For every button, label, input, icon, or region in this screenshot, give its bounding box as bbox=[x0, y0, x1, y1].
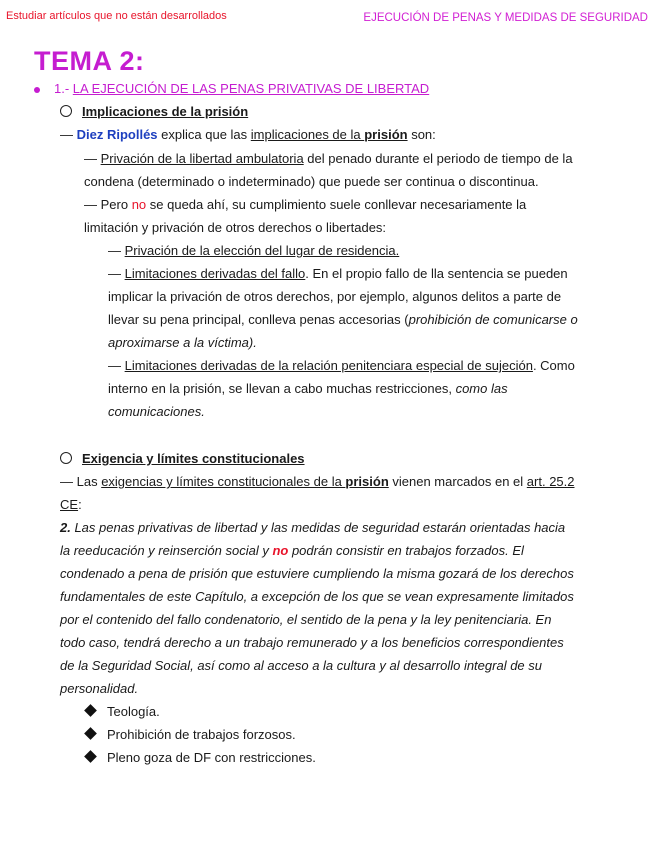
article-line bbox=[60, 520, 565, 536]
dash: — bbox=[108, 358, 121, 373]
text: . En el propio fallo de lla sentencia se pueden bbox=[305, 266, 568, 281]
text: . Como bbox=[532, 358, 575, 373]
subsection-heading: Exigencia y límites constitucionales bbox=[82, 451, 305, 466]
text: son: bbox=[407, 127, 436, 142]
paragraph-line: implicar la privación de otros derechos, por ejemplo, algunos delitos a parte de bbox=[108, 289, 562, 304]
header-title: EJECUCIÓN DE PENAS Y MEDIDAS DE SEGURIDAD bbox=[363, 12, 648, 24]
text-red: no bbox=[272, 543, 289, 558]
text-red: no bbox=[131, 197, 147, 212]
article-reference: CE bbox=[60, 497, 79, 512]
text-bold: prisión bbox=[364, 127, 408, 142]
paragraph-line bbox=[108, 381, 508, 397]
paragraph-line bbox=[60, 497, 82, 513]
section-number: 1.- bbox=[54, 81, 70, 96]
header-note: Estudiar artículos que no están desarrollados bbox=[6, 10, 227, 22]
text: la reeducación y reinserción social y bbox=[60, 543, 273, 558]
paragraph-line: condena (determinado o indeterminado) que puede ser continua o discontinua. bbox=[84, 174, 539, 189]
article-line bbox=[60, 543, 524, 559]
article-line: de la Seguridad Social, así como al acceso a la cultura y al desarrollo integral de su bbox=[60, 658, 542, 673]
list-item-text: Prohibición de trabajos forzosos. bbox=[107, 727, 296, 742]
text: explica que las bbox=[157, 127, 251, 142]
text: se queda ahí, su cumplimiento suele conllevar necesariamente la bbox=[146, 197, 527, 212]
text: : bbox=[78, 497, 82, 512]
diamond-bullet-icon bbox=[84, 750, 97, 763]
article-line: todo caso, tendrá derecho a un trabajo remunerado y a los beneficios correspondientes bbox=[60, 635, 564, 650]
section-heading bbox=[34, 81, 429, 97]
hollow-bullet-icon bbox=[60, 105, 72, 117]
list-item bbox=[86, 727, 296, 743]
dash: — bbox=[60, 127, 73, 142]
paragraph-line bbox=[108, 358, 575, 374]
page-title: TEMA 2: bbox=[34, 46, 145, 76]
list-item-text: Teología. bbox=[107, 704, 160, 719]
subsection-implicaciones bbox=[60, 104, 248, 120]
text: Las penas privativas de libertad y las medidas de seguridad estarán orientadas hacia bbox=[70, 520, 566, 535]
dash: — bbox=[108, 266, 121, 281]
article-reference: art. 25.2 bbox=[526, 474, 575, 489]
text-underlined: Privación de la elección del lugar de residencia. bbox=[124, 243, 400, 258]
list-item-text: Pleno goza de DF con restricciones. bbox=[107, 750, 316, 765]
hollow-bullet-icon bbox=[60, 452, 72, 464]
text-italic: como las bbox=[455, 381, 508, 396]
text-underlined: Limitaciones derivadas de la relación penitenciara especial de sujeción bbox=[124, 358, 533, 373]
text: — Las bbox=[60, 474, 102, 489]
subsection-exigencia bbox=[60, 451, 305, 467]
text: — Pero bbox=[84, 197, 132, 212]
section-title: LA EJECUCIÓN DE LAS PENAS PRIVATIVAS DE LIBERTAD bbox=[72, 81, 430, 96]
dash: — bbox=[84, 151, 97, 166]
text: podrán consistir en trabajos forzados. El bbox=[288, 543, 524, 558]
article-line: condenado a pena de prisión que estuviere cumpliendo la misma gozará de los derechos bbox=[60, 566, 574, 581]
text-underlined: implicaciones de la bbox=[250, 127, 365, 142]
article-number: 2. bbox=[60, 520, 71, 535]
text-bold: prisión bbox=[345, 474, 389, 489]
list-item bbox=[86, 704, 160, 720]
article-line: personalidad. bbox=[60, 681, 139, 696]
diamond-bullet-icon bbox=[84, 704, 97, 717]
paragraph-line bbox=[108, 243, 399, 259]
text: del penado durante el periodo de tiempo de la bbox=[303, 151, 573, 166]
diamond-bullet-icon bbox=[84, 727, 97, 740]
subsection-heading: Implicaciones de la prisión bbox=[82, 104, 249, 119]
article-line: fundamentales de este Capítulo, a excepción de los que se vean expresamente limitados bbox=[60, 589, 574, 604]
text: llevar su pena principal, conlleva penas accesorias ( bbox=[108, 312, 409, 327]
bullet-dot-icon bbox=[34, 87, 40, 93]
paragraph-line bbox=[60, 474, 575, 490]
text-underlined: Limitaciones derivadas del fallo bbox=[124, 266, 306, 281]
list-item bbox=[86, 750, 316, 766]
article-line: por el contenido del fallo condenatorio, el sentido de la pena y la ley penitenciaria. En bbox=[60, 612, 552, 627]
paragraph-line bbox=[108, 266, 568, 282]
text: interno en la prisión, se llevan a cabo muchas restricciones, bbox=[108, 381, 456, 396]
paragraph-line bbox=[84, 151, 573, 167]
text: vienen marcados en el bbox=[388, 474, 527, 489]
paragraph-line: limitación y privación de otros derechos o libertades: bbox=[84, 220, 387, 235]
paragraph-line bbox=[108, 312, 578, 328]
text-underlined: Privación de la libertad ambulatoria bbox=[100, 151, 304, 166]
paragraph-line: aproximarse a la víctima). bbox=[108, 335, 257, 350]
author-name: Diez Ripollés bbox=[76, 127, 158, 142]
text-underlined: exigencias y límites constitucionales de la bbox=[101, 474, 346, 489]
paragraph-line bbox=[60, 127, 436, 143]
paragraph-line bbox=[84, 197, 526, 213]
paragraph-line: comunicaciones. bbox=[108, 404, 205, 419]
text-italic: prohibición de comunicarse o bbox=[408, 312, 578, 327]
dash: — bbox=[108, 243, 121, 258]
